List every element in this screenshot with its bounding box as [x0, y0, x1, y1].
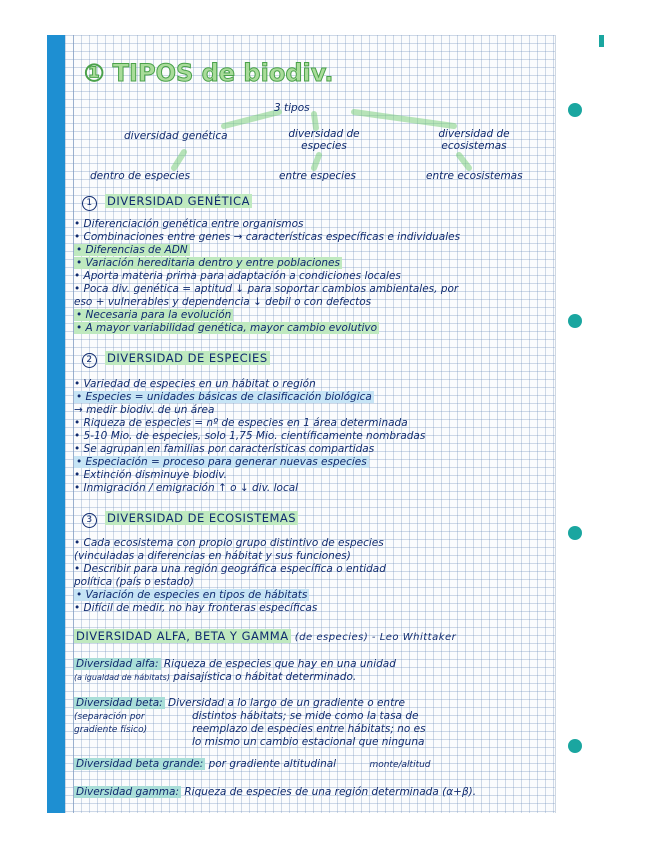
section1-bullet: • Variación hereditaria dentro y entre poblaciones: [76, 257, 340, 269]
gamma-term: Diversidad gamma:: [76, 786, 180, 798]
punch-hole: [568, 314, 582, 328]
section2-title: DIVERSIDAD DE ESPECIES: [107, 351, 268, 365]
beta-line-3: [74, 723, 426, 737]
connector-especies: [314, 114, 316, 128]
section2-heading: [82, 350, 270, 368]
section1-bullet: • Diferencias de ADN: [76, 244, 188, 256]
section3-bullet: • Difícil de medir, no hay fronteras específicas: [74, 602, 318, 614]
edge-mark: [599, 35, 604, 47]
beta-definition-3: reemplazo de especies entre hábitats; no es: [192, 723, 426, 735]
punch-hole: [568, 739, 582, 753]
connector-ecosistemas-sub: [459, 155, 469, 168]
punch-hole: [568, 526, 582, 540]
section3-bullet: • Cada ecosistema con propio grupo distintivo de especies: [74, 537, 384, 549]
connector-genetica: [224, 112, 279, 126]
section3-bullet: • Variación de especies en tipos de hábitats: [76, 589, 308, 601]
section2-number: 2: [82, 353, 97, 368]
section1-bullet: eso + vulnerables y dependencia ↓ debil o con defectos: [74, 296, 372, 308]
beta-grande-definition: por gradiente altitudinal: [208, 758, 337, 770]
beta-note-1: (separación por: [74, 712, 145, 722]
connector-genetica-sub: [174, 152, 184, 168]
beta-note-2: gradiente físico): [74, 725, 148, 735]
beta-line-4: lo mismo un cambio estacional que ninguna: [192, 736, 425, 748]
section3-bullet: • Describir para una región geográfica específica o entidad: [74, 563, 386, 575]
section3-bullet: (vinculadas a diferencias en hábitat y sus funciones): [74, 550, 351, 562]
section3-heading: [82, 510, 298, 528]
section1-title: DIVERSIDAD GENÉTICA: [107, 194, 250, 208]
section2-bullet: • 5-10 Mio. de especies, solo 1,75 Mio. científicamente nombradas: [74, 430, 426, 442]
alfa-definition-1: Riqueza de especies que hay en una unidad: [163, 658, 396, 670]
section2-bullet: • Especiación = proceso para generar nuevas especies: [76, 456, 367, 468]
section2-bullet: • Se agrupan en familias por características compartidas: [74, 443, 375, 455]
diagram-sub-especies: entre especies: [279, 170, 357, 182]
alfa-line-1: [74, 658, 396, 671]
section3-bullet: política (país o estado): [74, 576, 194, 588]
section3-number: 3: [82, 513, 97, 528]
diagram-sub-genetica: dentro de especies: [90, 170, 191, 182]
connector-ecosistemas: [354, 112, 454, 126]
diagram-branch-genetica: diversidad genética: [124, 130, 228, 142]
beta-definition-2: distintos hábitats; se mide como la tasa de: [192, 710, 419, 722]
gamma-definition: Riqueza de especies de una región determinada (α+β).: [184, 786, 477, 798]
alfa-definition-2: paisajística o hábitat determinado.: [173, 671, 357, 683]
section4-heading-note: (de especies) - Leo Whittaker: [294, 632, 457, 643]
section1-number: 1: [82, 196, 97, 211]
page-title: ① TIPOS de biodiv.: [84, 59, 334, 87]
section2-bullet: • Variedad de especies en un hábitat o región: [74, 378, 316, 390]
gamma-line: [74, 786, 476, 799]
diagram-connectors: [74, 40, 554, 190]
diagram-branch-ecosistemas: diversidad de ecosistemas: [438, 128, 510, 152]
section4-title: DIVERSIDAD ALFA, BETA Y GAMMA: [76, 629, 289, 643]
beta-line-1: [74, 697, 405, 710]
punch-hole: [568, 103, 582, 117]
section1-bullet: • Diferenciación genética entre organismos: [74, 218, 304, 230]
beta-definition-1: Diversidad a lo largo de un gradiente o entre: [168, 697, 405, 709]
beta-grande-line: [74, 758, 431, 772]
section1-heading: [82, 193, 252, 211]
section1-bullet: • Necesaria para la evolución: [76, 309, 232, 321]
section2-bullet: • Especies = unidades básicas de clasificación biológica: [76, 391, 372, 403]
diagram-branch-especies: diversidad de especies: [288, 128, 360, 152]
alfa-note: (a igualdad de hábitats): [74, 673, 170, 682]
section2-bullet: • Inmigración / emigración ↑ o ↓ div. local: [74, 482, 299, 494]
section4-heading: [74, 628, 456, 646]
section3-title: DIVERSIDAD DE ECOSISTEMAS: [107, 511, 297, 525]
beta-line-2: [74, 710, 418, 724]
notes-content: [74, 40, 554, 810]
beta-grande-term: Diversidad beta grande:: [76, 758, 204, 770]
section1-bullet: • Poca div. genética = aptitud ↓ para soportar cambios ambientales, por: [74, 283, 459, 295]
beta-grande-note: monte/altitud: [369, 760, 431, 770]
connector-especies-sub: [314, 155, 319, 168]
diagram-sub-ecosistemas: entre ecosistemas: [426, 170, 523, 182]
alfa-line-2: [74, 671, 356, 684]
alfa-term: Diversidad alfa:: [76, 658, 159, 670]
section2-bullet: • Extinción disminuye biodiv.: [74, 469, 227, 481]
section1-bullet: • Aporta materia prima para adaptación a condiciones locales: [74, 270, 401, 282]
section2-bullet: → medir biodiv. de un área: [74, 404, 215, 416]
beta-term: Diversidad beta:: [76, 697, 163, 709]
section1-bullet: • Combinaciones entre genes → características específicas e individuales: [74, 231, 461, 243]
binder-strip: [47, 35, 65, 813]
diagram-root: 3 tipos: [274, 102, 310, 114]
section1-bullet: • A mayor variabilidad genética, mayor cambio evolutivo: [76, 322, 378, 334]
section2-bullet: • Riqueza de especies = nº de especies en 1 área determinada: [74, 417, 408, 429]
